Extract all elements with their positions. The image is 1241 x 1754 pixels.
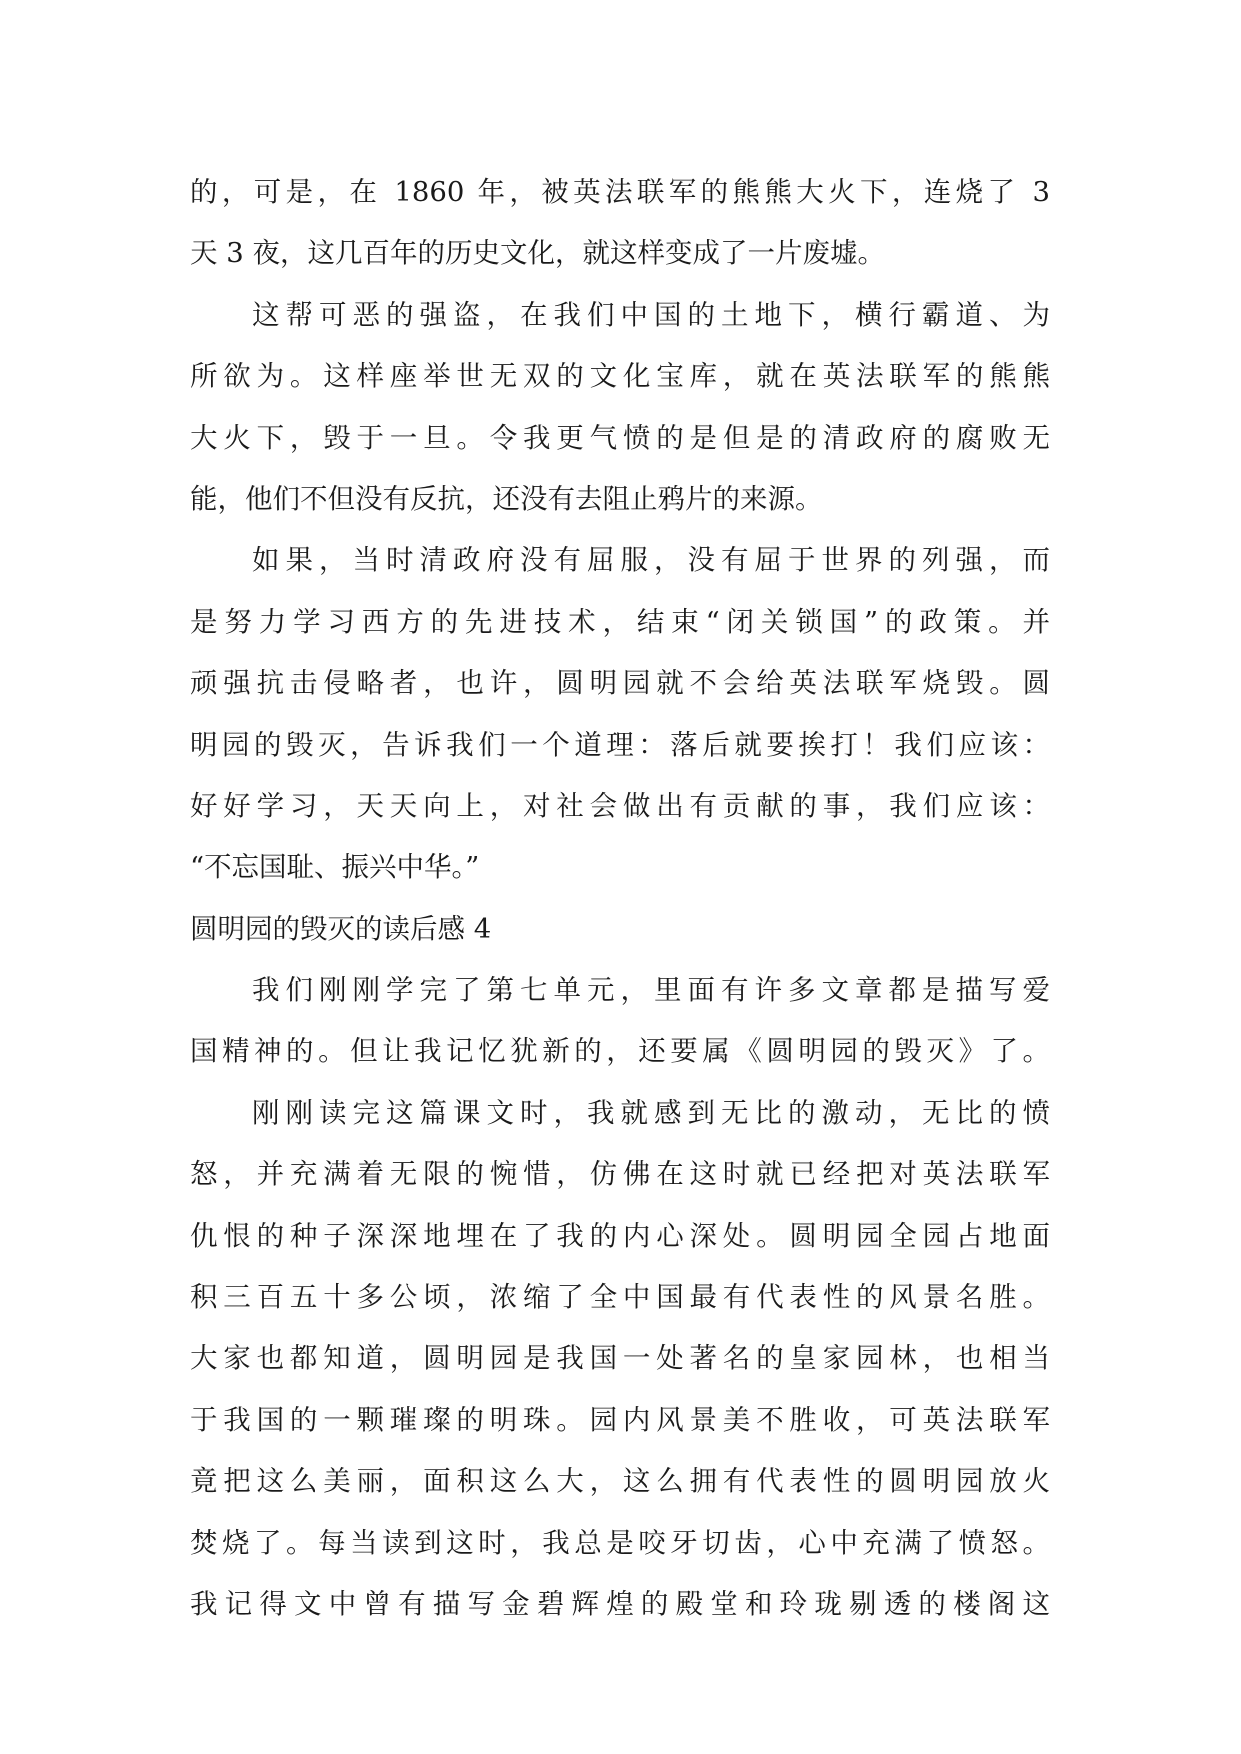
- text-line: 是努力学习西方的先进技术，结束“闭关锁国”的政策。并: [190, 605, 1050, 638]
- paragraph-start-line: 这帮可恶的强盗，在我们中国的土地下，横行霸道、为: [252, 298, 1050, 331]
- text-line: 仇恨的种子深深地埋在了我的内心深处。圆明园全园占地面: [190, 1219, 1050, 1252]
- text-line: 天 3 夜，这几百年的历史文化，就这样变成了一片废墟。: [190, 237, 885, 270]
- paragraph-start-line: 如果，当时清政府没有屈服，没有屈于世界的列强，而: [252, 544, 1050, 577]
- text-line: 焚烧了。每当读到这时，我总是咬牙切齿，心中充满了愤怒。: [190, 1526, 1050, 1559]
- text-line: 竟把这么美丽，面积这么大，这么拥有代表性的圆明园放火: [190, 1465, 1050, 1498]
- text-line: 明园的毁灭，告诉我们一个道理：落后就要挨打！我们应该：: [190, 728, 1050, 761]
- section-heading: 圆明园的毁灭的读后感 4: [190, 912, 492, 945]
- paragraph-start-line: 我们刚刚学完了第七单元，里面有许多文章都是描写爱: [252, 974, 1050, 1007]
- text-line: 顽强抗击侵略者，也许，圆明园就不会给英法联军烧毁。圆: [190, 667, 1050, 700]
- document-body: [190, 162, 1050, 1635]
- text-line: 大家也都知道，圆明园是我国一处著名的皇家园林，也相当: [190, 1342, 1050, 1375]
- paragraph-start-line: 刚刚读完这篇课文时，我就感到无比的激动，无比的愤: [252, 1096, 1050, 1129]
- text-line: 好好学习，天天向上，对社会做出有贡献的事，我们应该：: [190, 789, 1050, 822]
- text-line: 我记得文中曾有描写金碧辉煌的殿堂和玲珑剔透的楼阁这: [190, 1587, 1050, 1620]
- text-line: 积三百五十多公顷，浓缩了全中国最有代表性的风景名胜。: [190, 1281, 1050, 1314]
- text-line: 所欲为。这样座举世无双的文化宝库，就在英法联军的熊熊: [190, 360, 1050, 393]
- text-line: 于我国的一颗璀璨的明珠。园内风景美不胜收，可英法联军: [190, 1403, 1050, 1436]
- text-line: 国精神的。但让我记忆犹新的，还要属《圆明园的毁灭》了。: [190, 1035, 1050, 1068]
- text-line: 的，可是，在 1860 年，被英法联军的熊熊大火下，连烧了 3: [190, 176, 1050, 208]
- text-line: 能，他们不但没有反抗，还没有去阻止鸦片的来源。: [190, 482, 823, 515]
- text-line: “不忘国耻、振兴中华。”: [190, 851, 480, 884]
- text-line: 怒，并充满着无限的惋惜，仿佛在这时就已经把对英法联军: [190, 1158, 1050, 1191]
- text-line: 大火下，毁于一旦。令我更气愤的是但是的清政府的腐败无: [190, 421, 1050, 454]
